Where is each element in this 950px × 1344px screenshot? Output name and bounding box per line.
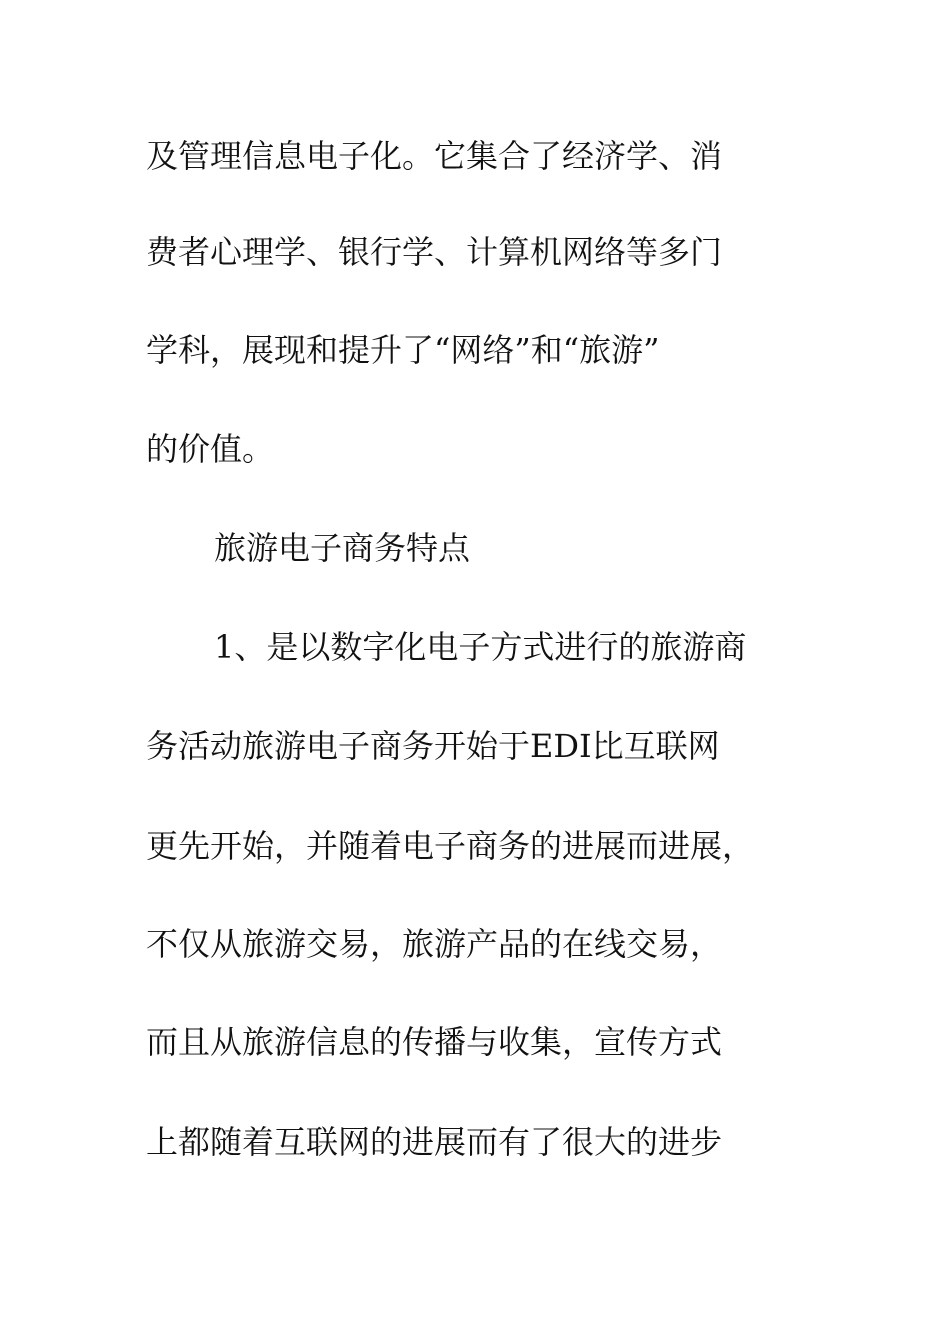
list-item-line-3: 更先开始，并随着电子商务的进展而进展， bbox=[146, 827, 755, 865]
list-item-line-4: 不仅从旅游交易，旅游产品的在线交易， bbox=[146, 925, 723, 963]
paragraph-line-1: 及管理信息电子化。它集合了经济学、消 bbox=[146, 137, 723, 175]
paragraph-line-4: 的价值。 bbox=[146, 430, 275, 468]
list-item-line-6: 上都随着互联网的进展而有了很大的进步 bbox=[146, 1123, 723, 1161]
paragraph-line-3: 学科，展现和提升了“网络”和“旅游” bbox=[146, 331, 660, 369]
paragraph-line-2: 费者心理学、银行学、计算机网络等多门 bbox=[146, 233, 723, 271]
list-item-line-5: 而且从旅游信息的传播与收集，宣传方式 bbox=[146, 1023, 723, 1061]
list-item-line-1: 1、是以数字化电子方式进行的旅游商 bbox=[214, 628, 747, 666]
list-item-line-2: 务活动旅游电子商务开始于EDI比互联网 bbox=[146, 727, 720, 765]
section-heading: 旅游电子商务特点 bbox=[214, 529, 471, 567]
